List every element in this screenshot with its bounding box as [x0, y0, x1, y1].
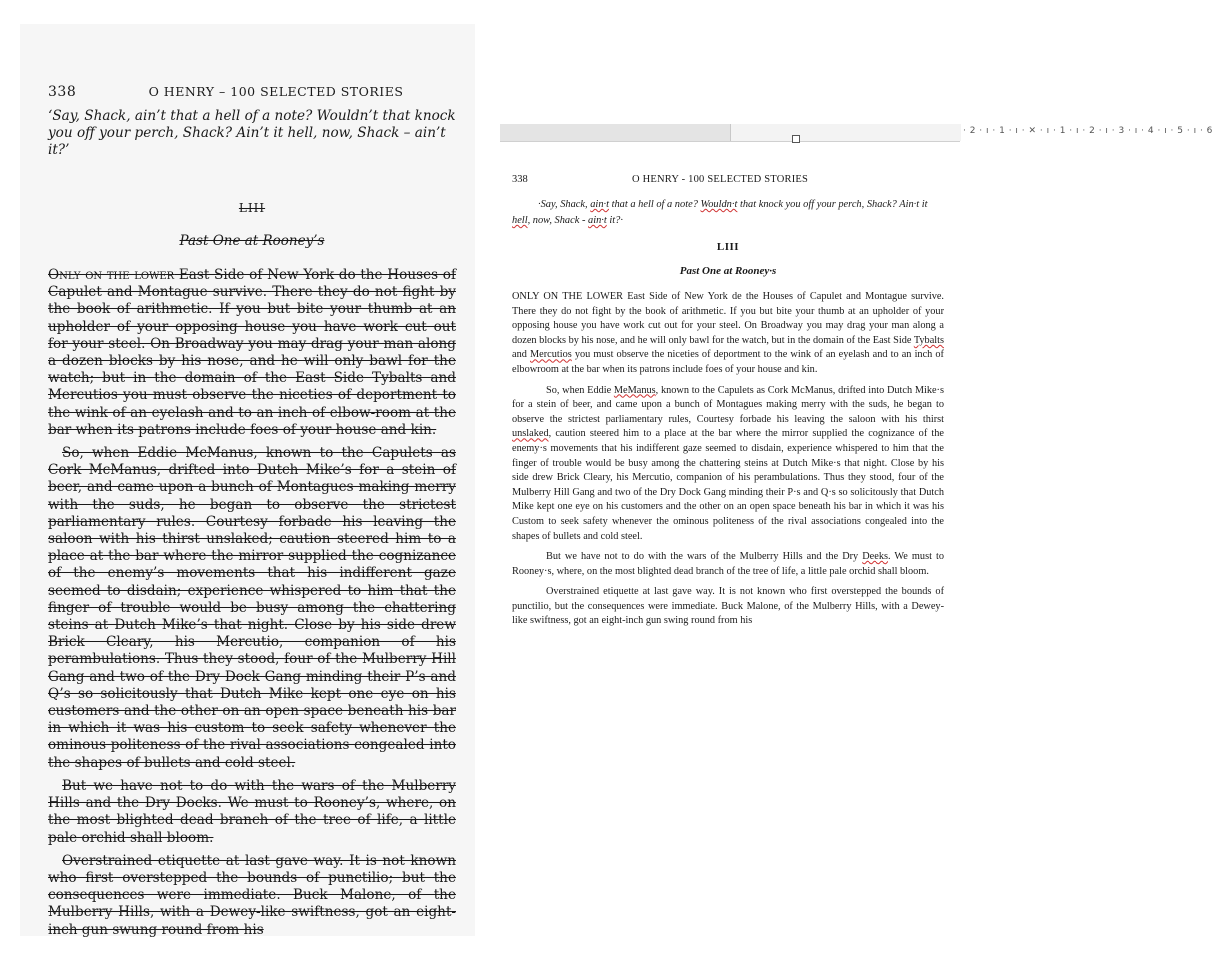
- quote-text: it?·: [606, 215, 623, 226]
- spelling-error[interactable]: ain·t: [590, 199, 609, 210]
- doc-paragraph-2[interactable]: [512, 384, 944, 545]
- scan-paragraph-1: [48, 267, 456, 439]
- scan-paragraph-4: Overstrained etiquette at last gave way. It is not known who first overstepped the bounds of punctilio; but the consequences were immediate. Buck Malone, of the Mulberry Hills, with a Dewey-like swiftness, got an eight-inch gun swung round from his: [48, 852, 456, 938]
- paragraph-text: , caution steered him to a place at the bar where the mirror supplied the cognizance of the enemy·s movements that his indifferent gaze seemed to disdain, experience whispered to him that the finger of trouble would be busy among the chattering steins at Dutch Mike·s that night. Close by his side drew Brick Cleary, his Mercutio, companion of his perambulations. Thus they stood, four of the Mulberry Hill Gang and two of the Dry Dock Gang minding their P·s and Q·s so solicitously that Dutch Mike kept one eye on his customers and the other on an open space beneath his bar in which it was his Custom to seek safety whenever the ominous politeness of the rival associations congealed into the shapes of bullets and cold steel.: [512, 428, 944, 542]
- scanned-page-image: [20, 24, 475, 936]
- ruler-scale[interactable]: [730, 124, 1213, 141]
- scan-running-head: [48, 84, 456, 100]
- scan-book-title: O HENRY – 100 SELECTED STORIES: [148, 84, 404, 99]
- indent-marker-icon[interactable]: [792, 135, 800, 143]
- paragraph-text: So, when Eddie: [546, 384, 614, 396]
- quote-text: that knock you off your perch, Shack? Ain·t it: [737, 199, 928, 210]
- document-page[interactable]: [512, 174, 944, 635]
- scan-closing-quote: ‘Say, Shack, ain’t that a hell of a note? Wouldn’t that knock you off your perch, Shack? Ain’t it hell, now, Shack – ain’t it?’: [48, 108, 456, 158]
- scan-chapter-number: LIII: [238, 201, 266, 215]
- scan-paragraph-2: So, when Eddie McManus, known to the Capulets as Cork McManus, drifted into Dutch Mike’s for a stein of beer, and came upon a bunch of Montagues making merry with the suds, he began to observe the strictest parliamentary rules. Courtesy forbade his leaving the saloon with his thirst unslaked; caution steered him to a place at the bar where the mirror supplied the cognizance of the enemy’s movements that his indifferent gaze seemed to disdain; experience whispered to him that the finger of trouble would be busy among the chattering steins at Dutch Mike’s that night. Close by his side drew Brick Cleary, his Mercutio, companion of his perambulations. Thus they stood, four of the Mulberry Hill Gang and two of the Dry Dock Gang minding their P’s and Q’s so solicitously that Dutch Mike kept one eye on his customers and the other on an open space beneath his bar in which it was his custom to seek safety whenever the ominous politeness of the rival associations congealed into the shapes of bullets and cold steel.: [48, 445, 456, 771]
- paragraph-text: you must observe the niceties of deportment to the wink of an eyelash and to an inch of elbowroom at the bar when its patrons include foes of your house and kin.: [512, 349, 944, 375]
- horizontal-ruler[interactable]: [500, 124, 1213, 142]
- paragraph-text: . We must to Rooney·s, where, on the most blighted dead branch of the tree of life, a little pale orchid shall bloom.: [512, 551, 944, 577]
- scan-story-title: Past One at Rooney’s: [179, 233, 325, 249]
- doc-paragraph-3[interactable]: [512, 550, 944, 579]
- spelling-error[interactable]: MeManus: [613, 384, 656, 396]
- doc-book-title: O HENRY - 100 SELECTED STORIES: [632, 174, 809, 185]
- doc-page-number: 338: [512, 174, 528, 185]
- spelling-error[interactable]: hell: [512, 215, 528, 226]
- scan-body-text: [48, 267, 456, 939]
- paragraph-text: But we have not to do with the wars of the Mulberry Hills and the Dry: [546, 551, 863, 563]
- doc-chapter-number: LIII: [716, 241, 740, 253]
- doc-paragraph-4[interactable]: Overstrained etiquette at last gave way. It is not known who first overstepped the bounds of punctilio, but the consequences were immediate. Buck Malone, of the Mulberry Hills, with a Dewey-like swiftness, got an eight-inch gun swing round from his: [512, 586, 944, 627]
- paragraph-text: ONLY ON THE LOWER East Side of New York de the Houses of Capulet and Montague survive. There they do not fight by the book of arithmetic. If you but bite your thumb at an upholder of your opposing house you have work cut out for your steel. On Broadway you may drag your man along a dozen blocks by his nose, and he will only bawl for the watch, but in the domain of the East Side: [512, 291, 944, 346]
- spelling-error[interactable]: Mercutios: [529, 349, 572, 361]
- spelling-error[interactable]: Tybalts: [913, 334, 944, 346]
- spelling-error[interactable]: ain·t: [588, 215, 607, 226]
- spelling-error[interactable]: unslaked: [512, 428, 549, 440]
- spelling-error[interactable]: Deeks: [862, 551, 888, 563]
- doc-paragraph-1[interactable]: [512, 290, 944, 378]
- scan-paragraph-1-text: East Side of New York do the Houses of Capulet and Montague survive. There they do not fight by the book of arithmetic. If you but bite your thumb at an upholder of your opposing house you have work cut out for your steel. On Broadway you may drag your man along a dozen blocks by his nose, and he will only bawl for the watch; but in the domain of the East Side Tybalts and Mercutios you must observe the niceties of deportment to the wink of an eyelash and to an inch of elbow-room at the bar when its patrons include foes of your house and kin.: [48, 267, 457, 438]
- ruler-ticks: · 2 · ı · 1 · ı · ✕ · ı · 1 · ı · 2 · ı · 3 · ı · 4 · ı · 5 · ı · 6: [963, 126, 1213, 136]
- spelling-error[interactable]: Wouldn·t: [700, 199, 738, 210]
- doc-body-text[interactable]: [512, 290, 944, 629]
- quote-text: that a hell of a note?: [609, 199, 701, 210]
- scan-small-caps-lead: Only on the lower: [48, 267, 175, 283]
- scan-page-number: 338: [48, 84, 77, 100]
- paragraph-text: , known to the Capulets as Cork McManus, drifted into Dutch Mike·s for a stein of beer, and came upon a bunch of Montagues making merry with the suds, he began to observe the strictest parliamentary rules, Courtesy forbade his leaving the saloon with his thirst: [512, 384, 944, 425]
- doc-closing-quote: [512, 197, 944, 229]
- doc-running-head: [512, 174, 944, 185]
- quote-text: , now, Shack -: [527, 215, 588, 226]
- paragraph-text: and: [512, 349, 530, 361]
- scan-paragraph-3: But we have not to do with the wars of the Mulberry Hills and the Dry Docks. We must to Rooney’s, where, on the most blighted dead branch of the tree of life, a little pale orchid shall bloom.: [48, 777, 456, 846]
- quote-text: ·Say, Shack,: [538, 199, 591, 210]
- document-editor[interactable]: [500, 124, 1213, 960]
- doc-story-title: Past One at Rooney·s: [679, 265, 777, 277]
